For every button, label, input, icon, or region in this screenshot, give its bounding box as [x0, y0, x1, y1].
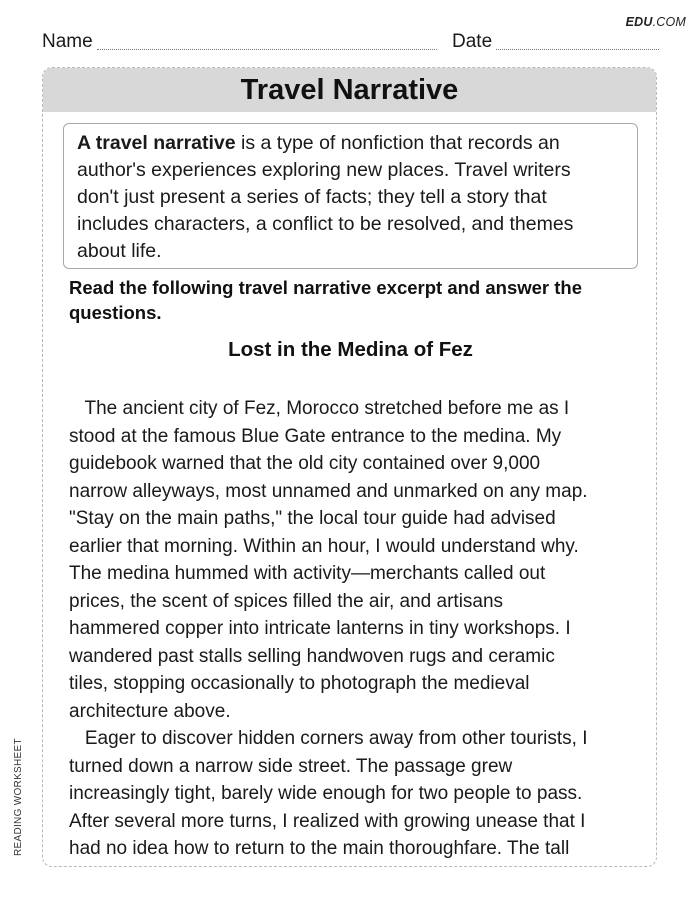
definition-term: A travel narrative — [77, 132, 236, 154]
definition-box — [63, 123, 638, 269]
passage-line: earlier that morning. Within an hour, I would understand why. — [69, 535, 579, 557]
name-field[interactable] — [42, 31, 437, 53]
brand-logo-suffix: .COM — [652, 15, 686, 29]
passage-line: guidebook warned that the old city contained over 9,000 — [69, 453, 541, 474]
passage-line: After several more turns, I realized with growing unease that I — [69, 810, 586, 832]
passage-line: The medina hummed with activity—merchants called out — [69, 563, 546, 584]
passage-line: hammered copper into intricate lanterns in tiny workshops. I — [69, 618, 571, 639]
name-date-row — [42, 31, 659, 53]
instructions-line: questions. — [69, 302, 162, 323]
passage-line: increasingly tight, barely wide enough for two people to pass. — [69, 783, 583, 804]
definition-line: includes characters, a conflict to be resolved, and themes — [77, 213, 574, 235]
passage-line: narrow alleyways, most unnamed and unmarked on any map. — [69, 480, 588, 502]
page-title: Travel Narrative — [43, 68, 656, 112]
passage-line: turned down a narrow side street. The passage grew — [69, 755, 513, 777]
definition-line — [77, 130, 625, 157]
passage-line: prices, the scent of spices filled the air, and artisans — [69, 590, 504, 612]
passage-line: tiles, stopping occasionally to photograph the medieval — [69, 673, 530, 694]
definition-line1-rest: is a type of nonfiction that records an — [235, 132, 560, 154]
definition-line: about life. — [77, 240, 162, 262]
date-line[interactable] — [496, 48, 659, 50]
name-label: Name — [42, 31, 93, 52]
passage-line: The ancient city of Fez, Morocco stretched before me as I — [69, 398, 570, 419]
passage — [69, 395, 639, 863]
name-line[interactable] — [97, 48, 437, 50]
passage-line: "Stay on the main paths," the local tour guide had advised — [69, 508, 556, 529]
brand-logo-bold: EDU — [625, 15, 653, 29]
date-label: Date — [452, 31, 493, 52]
instructions-line: Read the following travel narrative excerpt and answer the — [69, 277, 583, 298]
passage-line: had no idea how to return to the main thoroughfare. The tall — [69, 838, 570, 859]
definition-line: don't just present a series of facts; they tell a story that — [77, 186, 547, 208]
worksheet-frame — [42, 67, 657, 867]
passage-line: architecture above. — [69, 700, 231, 722]
instructions — [69, 275, 629, 325]
definition-line: author's experiences exploring new places. Travel writers — [77, 159, 571, 181]
side-label: READING WORKSHEET — [13, 738, 24, 856]
passage-line: stood at the famous Blue Gate entrance to the medina. My — [69, 425, 562, 447]
passage-line: wandered past stalls selling handwoven rugs and ceramic — [69, 645, 555, 667]
passage-line: Eager to discover hidden corners away from other tourists, I — [69, 728, 588, 749]
brand-logo — [626, 15, 686, 29]
story-title: Lost in the Medina of Fez — [228, 338, 473, 361]
date-field[interactable] — [452, 31, 659, 53]
